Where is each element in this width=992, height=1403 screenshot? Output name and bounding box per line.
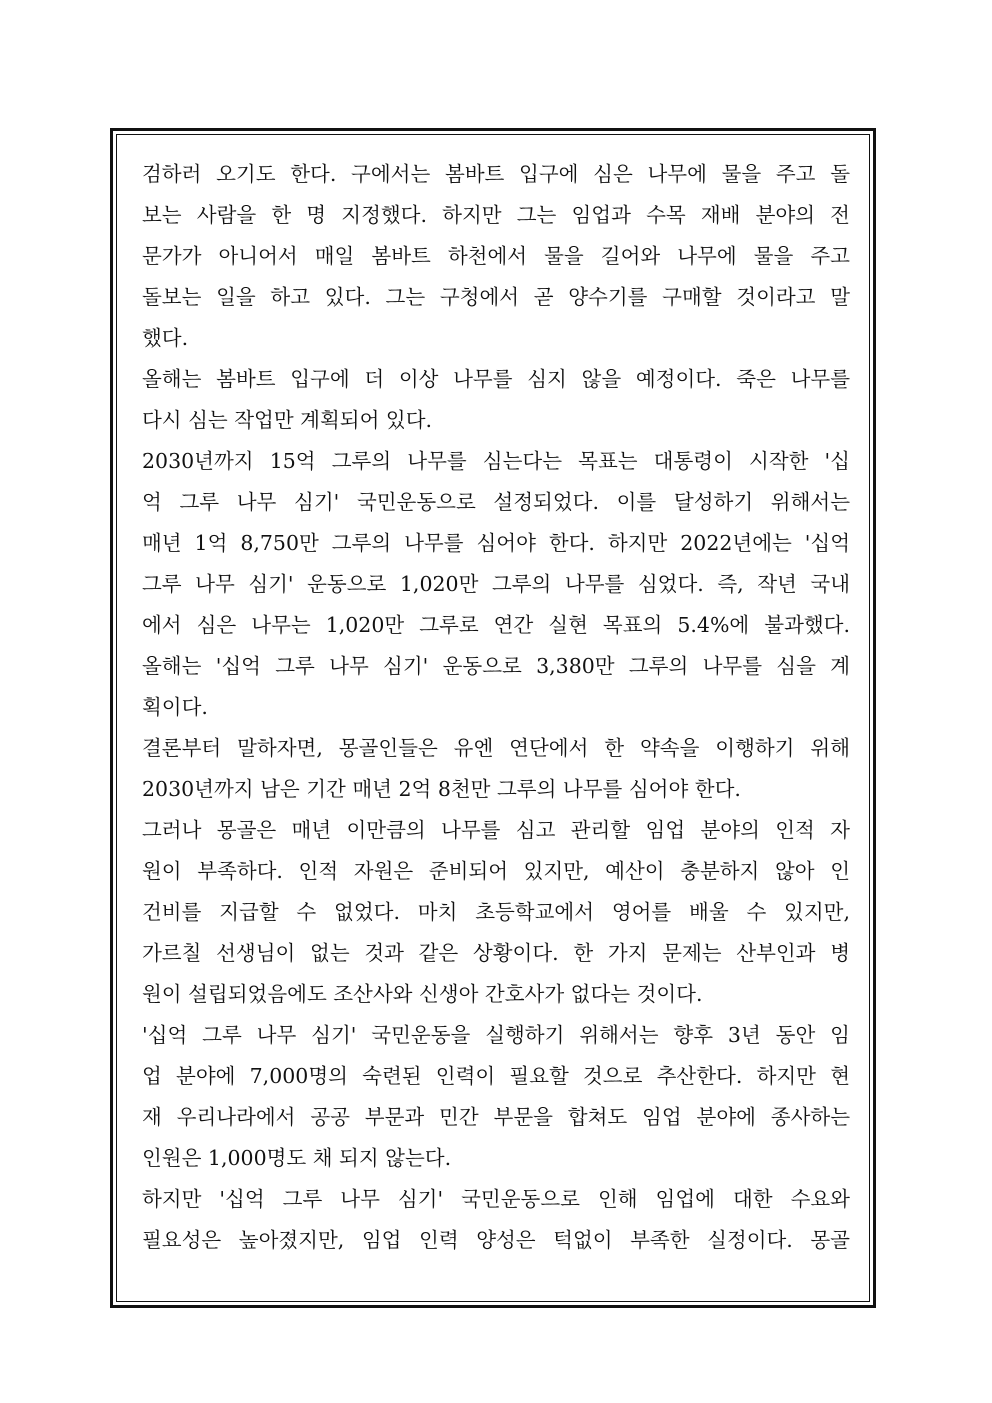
text-line: 올해는 봄바트 입구에 더 이상 나무를 심지 않을 예정이다. 죽은 나무를 <box>142 367 850 391</box>
text-line: 다시 심는 작업만 계획되어 있다. <box>142 408 433 432</box>
text-line: 필요성은 높아졌지만, 임업 인력 양성은 턱없이 부족한 실정이다. 몽골 <box>142 1228 850 1252</box>
text-line: 건비를 지급할 수 없었다. 마치 초등학교에서 영어를 배울 수 있지만, <box>142 900 850 924</box>
text-line: 문가가 아니어서 매일 봄바트 하천에서 물을 길어와 나무에 물을 주고 <box>142 244 850 268</box>
text-line: 업 분야에 7,000명의 숙련된 인력이 필요할 것으로 추산한다. 하지만 현 <box>142 1064 850 1088</box>
text-line: 억 그루 나무 심기' 국민운동으로 설정되었다. 이를 달성하기 위해서는 <box>142 490 850 514</box>
text-line: 가르칠 선생님이 없는 것과 같은 상황이다. 한 가지 문제는 산부인과 병 <box>142 941 850 965</box>
text-line: 했다. <box>142 326 189 350</box>
text-line: 획이다. <box>142 695 208 719</box>
text-line: 보는 사람을 한 명 지정했다. 하지만 그는 임업과 수목 재배 분야의 전 <box>142 203 850 227</box>
text-line: 원이 부족하다. 인적 자원은 준비되어 있지만, 예산이 충분하지 않아 인 <box>142 859 850 883</box>
document-body <box>142 154 850 1261</box>
text-line: 원이 설립되었음에도 조산사와 신생아 간호사가 없다는 것이다. <box>142 982 703 1006</box>
text-line: 2030년까지 15억 그루의 나무를 심는다는 목표는 대통령이 시작한 '십 <box>142 449 850 473</box>
text-line: 하지만 '십억 그루 나무 심기' 국민운동으로 인해 임업에 대한 수요와 <box>142 1187 850 1211</box>
text-line: '십억 그루 나무 심기' 국민운동을 실행하기 위해서는 향후 3년 동안 임 <box>142 1023 850 1047</box>
text-line: 2030년까지 남은 기간 매년 2억 8천만 그루의 나무를 심어야 한다. <box>142 777 741 801</box>
text-line: 매년 1억 8,750만 그루의 나무를 심어야 한다. 하지만 2022년에는 '십억 <box>142 531 850 555</box>
text-line: 돌보는 일을 하고 있다. 그는 구청에서 곧 양수기를 구매할 것이라고 말 <box>142 285 850 309</box>
text-line: 인원은 1,000명도 채 되지 않는다. <box>142 1146 452 1170</box>
text-line: 결론부터 말하자면, 몽골인들은 유엔 연단에서 한 약속을 이행하기 위해 <box>142 736 850 760</box>
text-line: 검하러 오기도 한다. 구에서는 봄바트 입구에 심은 나무에 물을 주고 돌 <box>142 162 850 186</box>
text-line: 올해는 '십억 그루 나무 심기' 운동으로 3,380만 그루의 나무를 심을 계 <box>142 654 850 678</box>
text-line: 그루 나무 심기' 운동으로 1,020만 그루의 나무를 심었다. 즉, 작년 국내 <box>142 572 850 596</box>
text-line: 재 우리나라에서 공공 부문과 민간 부문을 합쳐도 임업 분야에 종사하는 <box>142 1105 850 1129</box>
text-line: 에서 심은 나무는 1,020만 그루로 연간 실현 목표의 5.4%에 불과했다. <box>142 613 850 637</box>
text-line: 그러나 몽골은 매년 이만큼의 나무를 심고 관리할 임업 분야의 인적 자 <box>142 818 850 842</box>
